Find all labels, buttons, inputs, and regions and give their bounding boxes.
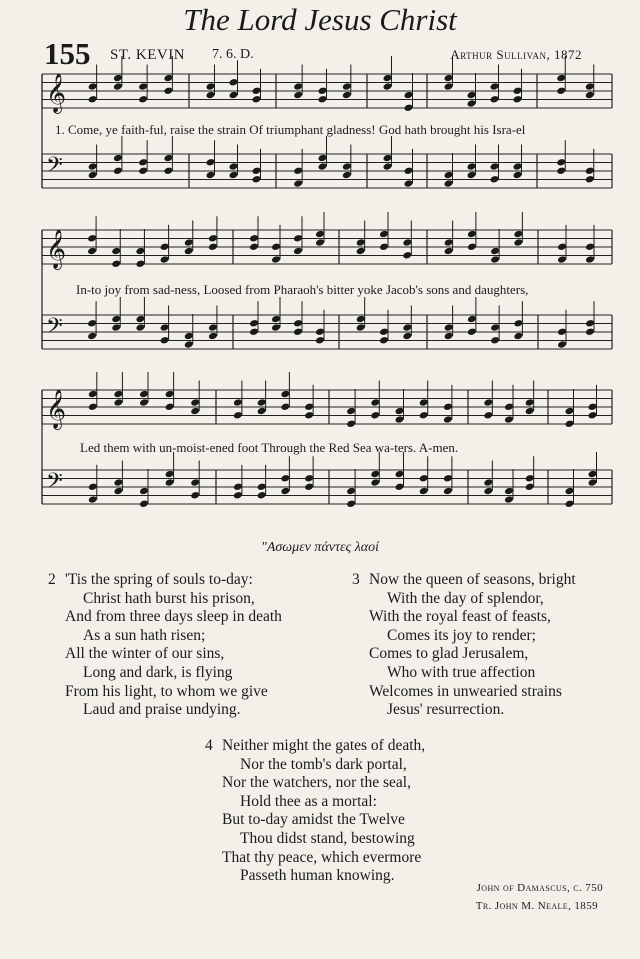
note-head bbox=[208, 242, 218, 251]
note-head bbox=[356, 315, 366, 324]
note-head bbox=[383, 162, 393, 171]
note-head bbox=[315, 336, 325, 345]
note-head bbox=[206, 91, 216, 100]
note-head bbox=[206, 158, 216, 167]
note-head bbox=[585, 175, 595, 184]
note-head bbox=[444, 247, 454, 256]
lyric-line-2: In-to joy from sad-ness, Loosed from Pharaoh's bitter yoke Jacob's sons and daughters, bbox=[76, 282, 529, 297]
note-head bbox=[513, 95, 523, 104]
note-head bbox=[346, 487, 356, 496]
note-head bbox=[257, 482, 267, 491]
verse-4 bbox=[205, 737, 426, 886]
note-head bbox=[229, 171, 239, 180]
note-head bbox=[565, 407, 575, 416]
verse-line: 'Tis the spring of souls to-day: bbox=[65, 571, 253, 588]
note-head bbox=[556, 86, 566, 95]
note-head bbox=[318, 95, 328, 104]
note-head bbox=[370, 470, 380, 479]
note-head bbox=[88, 495, 98, 504]
note-head bbox=[443, 402, 453, 411]
note-head bbox=[404, 91, 414, 100]
note-head bbox=[111, 259, 121, 268]
verse-line: With the day of splendor, bbox=[387, 589, 544, 607]
note-head bbox=[513, 230, 523, 239]
note-head bbox=[249, 327, 259, 336]
note-head bbox=[342, 162, 352, 171]
note-head bbox=[490, 162, 500, 171]
note-head bbox=[113, 74, 123, 83]
note-head bbox=[467, 242, 477, 251]
note-head bbox=[404, 103, 414, 112]
note-head bbox=[483, 411, 493, 420]
note-head bbox=[249, 319, 259, 328]
note-head bbox=[315, 327, 325, 336]
note-head bbox=[257, 407, 267, 416]
note-head bbox=[233, 482, 243, 491]
note-head bbox=[111, 323, 121, 332]
note-head bbox=[404, 166, 414, 175]
note-head bbox=[229, 78, 239, 87]
note-head bbox=[383, 154, 393, 163]
note-head bbox=[160, 242, 170, 251]
note-head bbox=[293, 319, 303, 328]
note-head bbox=[184, 332, 194, 341]
note-head bbox=[190, 491, 200, 500]
note-head bbox=[252, 175, 262, 184]
note-head bbox=[483, 398, 493, 407]
note-head bbox=[163, 166, 173, 175]
note-head bbox=[139, 499, 149, 508]
note-head bbox=[419, 474, 429, 483]
note-head bbox=[467, 162, 477, 171]
treble-clef-icon: 𝄞 bbox=[46, 73, 67, 113]
note-head bbox=[163, 86, 173, 95]
note-head bbox=[557, 327, 567, 336]
verse-number: 2 bbox=[48, 571, 56, 588]
note-head bbox=[88, 95, 98, 104]
note-head bbox=[165, 390, 175, 399]
note-head bbox=[271, 323, 281, 332]
note-head bbox=[88, 390, 98, 399]
note-head bbox=[233, 398, 243, 407]
note-head bbox=[585, 319, 595, 328]
note-head bbox=[443, 474, 453, 483]
note-head bbox=[318, 154, 328, 163]
note-head bbox=[370, 478, 380, 487]
note-head bbox=[304, 474, 314, 483]
note-head bbox=[483, 487, 493, 496]
note-head bbox=[318, 162, 328, 171]
note-head bbox=[208, 332, 218, 341]
note-head bbox=[293, 91, 303, 100]
note-head bbox=[467, 230, 477, 239]
note-head bbox=[490, 95, 500, 104]
note-head bbox=[315, 230, 325, 239]
note-head bbox=[233, 411, 243, 420]
note-head bbox=[557, 242, 567, 251]
note-head bbox=[444, 179, 454, 188]
note-head bbox=[565, 499, 575, 508]
verse-line: Laud and praise undying. bbox=[83, 701, 241, 719]
note-head bbox=[206, 82, 216, 91]
verse-line: Passeth human knowing. bbox=[240, 867, 395, 885]
note-head bbox=[88, 162, 98, 171]
note-head bbox=[87, 247, 97, 256]
treble-clef-icon: 𝄞 bbox=[46, 389, 67, 429]
note-head bbox=[293, 247, 303, 256]
verse-line: With the royal feast of feasts, bbox=[369, 608, 551, 626]
note-head bbox=[419, 487, 429, 496]
note-head bbox=[113, 166, 123, 175]
tune-name: ST. KEVIN bbox=[110, 47, 186, 63]
verse-2 bbox=[48, 571, 282, 720]
note-head bbox=[504, 495, 514, 504]
verse-line: Nor the tomb's dark portal, bbox=[240, 755, 407, 773]
note-head bbox=[395, 482, 405, 491]
note-head bbox=[163, 154, 173, 163]
note-head bbox=[588, 470, 598, 479]
note-head bbox=[557, 255, 567, 264]
note-head bbox=[588, 411, 598, 420]
note-head bbox=[504, 487, 514, 496]
note-head bbox=[585, 166, 595, 175]
note-head bbox=[342, 171, 352, 180]
treble-clef-icon: 𝄞 bbox=[46, 229, 67, 269]
note-head bbox=[271, 242, 281, 251]
verse-line: As a sun hath risen; bbox=[83, 626, 206, 644]
hymn-number: 155 bbox=[44, 36, 91, 71]
note-head bbox=[271, 255, 281, 264]
note-head bbox=[379, 242, 389, 251]
verse-line: But to-day amidst the Twelve bbox=[222, 811, 405, 829]
note-head bbox=[113, 398, 123, 407]
note-head bbox=[280, 390, 290, 399]
note-head bbox=[588, 402, 598, 411]
note-head bbox=[252, 95, 262, 104]
note-head bbox=[556, 158, 566, 167]
note-head bbox=[293, 234, 303, 243]
note-head bbox=[252, 166, 262, 175]
note-head bbox=[443, 415, 453, 424]
composer-credit: Arthur Sullivan, 1872 bbox=[450, 47, 582, 62]
note-head bbox=[229, 162, 239, 171]
note-head bbox=[135, 247, 145, 256]
note-head bbox=[490, 336, 500, 345]
note-head bbox=[113, 390, 123, 399]
verse-line: Who with true affection bbox=[387, 663, 536, 681]
note-head bbox=[249, 234, 259, 243]
verse-line: Christ hath burst his prison, bbox=[83, 589, 255, 607]
note-head bbox=[280, 402, 290, 411]
note-head bbox=[318, 86, 328, 95]
note-head bbox=[138, 82, 148, 91]
note-head bbox=[184, 238, 194, 247]
note-head bbox=[208, 323, 218, 332]
note-head bbox=[490, 255, 500, 264]
note-head bbox=[490, 247, 500, 256]
note-head bbox=[87, 332, 97, 341]
verse-line: Welcomes in unwearied strains bbox=[369, 682, 562, 700]
note-head bbox=[252, 86, 262, 95]
note-head bbox=[139, 390, 149, 399]
note-head bbox=[113, 154, 123, 163]
note-head bbox=[88, 171, 98, 180]
verse-line: Nor the watchers, nor the seal, bbox=[222, 774, 411, 792]
bass-clef-icon: 𝄢 bbox=[46, 469, 63, 499]
note-head bbox=[293, 179, 303, 188]
note-head bbox=[379, 336, 389, 345]
note-head bbox=[490, 323, 500, 332]
note-head bbox=[138, 95, 148, 104]
note-head bbox=[342, 91, 352, 100]
note-head bbox=[315, 238, 325, 247]
verse-line: From his light, to whom we give bbox=[65, 682, 268, 700]
verse-line: Comes to glad Jerusalem, bbox=[369, 645, 529, 663]
note-head bbox=[467, 171, 477, 180]
note-head bbox=[395, 470, 405, 479]
translator-credit: Tr. John M. Neale, 1859 bbox=[475, 900, 598, 912]
note-head bbox=[356, 238, 366, 247]
note-head bbox=[588, 478, 598, 487]
note-head bbox=[383, 74, 393, 83]
note-head bbox=[257, 491, 267, 500]
note-head bbox=[113, 82, 123, 91]
note-head bbox=[139, 487, 149, 496]
note-head bbox=[113, 487, 123, 496]
note-head bbox=[467, 327, 477, 336]
note-head bbox=[513, 319, 523, 328]
note-head bbox=[556, 166, 566, 175]
note-head bbox=[346, 419, 356, 428]
note-head bbox=[111, 315, 121, 324]
note-head bbox=[504, 415, 514, 424]
verse-line: Hold thee as a mortal: bbox=[240, 792, 377, 810]
note-head bbox=[565, 419, 575, 428]
note-head bbox=[585, 91, 595, 100]
note-head bbox=[87, 319, 97, 328]
note-head bbox=[304, 411, 314, 420]
note-head bbox=[249, 242, 259, 251]
note-head bbox=[135, 259, 145, 268]
note-head bbox=[513, 171, 523, 180]
note-head bbox=[490, 82, 500, 91]
note-head bbox=[229, 91, 239, 100]
verse-line: Jesus' resurrection. bbox=[387, 701, 505, 719]
verse-line: Now the queen of seasons, bright bbox=[369, 571, 576, 588]
note-head bbox=[513, 162, 523, 171]
verse-line: And from three days sleep in death bbox=[65, 608, 282, 626]
note-head bbox=[87, 234, 97, 243]
note-head bbox=[160, 255, 170, 264]
note-head bbox=[184, 247, 194, 256]
note-head bbox=[293, 327, 303, 336]
note-head bbox=[585, 242, 595, 251]
note-head bbox=[342, 82, 352, 91]
note-head bbox=[304, 482, 314, 491]
note-head bbox=[444, 323, 454, 332]
note-head bbox=[525, 482, 535, 491]
note-head bbox=[370, 398, 380, 407]
note-head bbox=[233, 491, 243, 500]
note-head bbox=[190, 407, 200, 416]
bass-clef-icon: 𝄢 bbox=[46, 153, 63, 183]
note-head bbox=[280, 487, 290, 496]
note-head bbox=[402, 238, 412, 247]
note-head bbox=[304, 402, 314, 411]
note-head bbox=[402, 323, 412, 332]
note-head bbox=[346, 407, 356, 416]
note-head bbox=[443, 487, 453, 496]
note-head bbox=[419, 398, 429, 407]
note-head bbox=[467, 99, 477, 108]
note-head bbox=[585, 327, 595, 336]
verse-3 bbox=[352, 571, 576, 720]
note-head bbox=[88, 402, 98, 411]
note-head bbox=[165, 478, 175, 487]
note-head bbox=[88, 82, 98, 91]
note-head bbox=[483, 478, 493, 487]
hymn-title: The Lord Jesus Christ bbox=[183, 2, 457, 37]
note-head bbox=[190, 478, 200, 487]
note-head bbox=[490, 175, 500, 184]
note-head bbox=[370, 411, 380, 420]
note-head bbox=[513, 332, 523, 341]
note-head bbox=[160, 323, 170, 332]
note-head bbox=[293, 166, 303, 175]
note-head bbox=[135, 315, 145, 324]
note-head bbox=[356, 323, 366, 332]
note-head bbox=[190, 398, 200, 407]
verse-line: Thou didst stand, bestowing bbox=[240, 829, 415, 847]
note-head bbox=[88, 482, 98, 491]
note-head bbox=[444, 238, 454, 247]
bass-clef-icon: 𝄢 bbox=[46, 314, 63, 344]
note-head bbox=[513, 86, 523, 95]
note-head bbox=[184, 340, 194, 349]
note-head bbox=[525, 474, 535, 483]
note-head bbox=[379, 327, 389, 336]
note-head bbox=[525, 398, 535, 407]
note-head bbox=[293, 82, 303, 91]
lyric-line-1: 1. Come, ye faith-ful, raise the strain Of triumphant gladness! God hath brought his Isra-el bbox=[55, 122, 526, 137]
note-head bbox=[467, 315, 477, 324]
note-head bbox=[513, 238, 523, 247]
note-head bbox=[271, 315, 281, 324]
meter: 7. 6. D. bbox=[212, 47, 254, 62]
note-head bbox=[467, 91, 477, 100]
note-head bbox=[163, 74, 173, 83]
note-head bbox=[383, 82, 393, 91]
note-head bbox=[395, 415, 405, 424]
note-head bbox=[404, 179, 414, 188]
note-head bbox=[444, 74, 454, 83]
note-head bbox=[257, 398, 267, 407]
lyric-line-3: Led them with un-moist-ened foot Through the Red Sea wa-ters. A-men. bbox=[80, 440, 459, 455]
note-head bbox=[444, 332, 454, 341]
note-head bbox=[208, 234, 218, 243]
note-head bbox=[113, 478, 123, 487]
note-head bbox=[557, 340, 567, 349]
verse-line: Neither might the gates of death, bbox=[222, 737, 426, 754]
greek-heading: "Ασωμεν πάντες λαοί bbox=[260, 540, 380, 555]
verse-line: Long and dark, is flying bbox=[83, 663, 233, 681]
verse-number: 3 bbox=[352, 571, 360, 588]
note-head bbox=[280, 474, 290, 483]
note-head bbox=[346, 499, 356, 508]
note-head bbox=[165, 470, 175, 479]
note-head bbox=[356, 247, 366, 256]
author-credit: John of Damascus, c. 750 bbox=[476, 882, 603, 894]
note-head bbox=[556, 74, 566, 83]
note-head bbox=[444, 171, 454, 180]
note-head bbox=[565, 487, 575, 496]
verse-line: All the winter of our sins, bbox=[65, 645, 225, 663]
note-head bbox=[138, 158, 148, 167]
note-head bbox=[504, 402, 514, 411]
note-head bbox=[206, 171, 216, 180]
note-head bbox=[160, 336, 170, 345]
note-head bbox=[585, 82, 595, 91]
note-head bbox=[135, 323, 145, 332]
verse-line: That thy peace, which evermore bbox=[222, 848, 422, 866]
note-head bbox=[585, 255, 595, 264]
note-head bbox=[165, 402, 175, 411]
note-head bbox=[379, 230, 389, 239]
note-head bbox=[111, 247, 121, 256]
note-head bbox=[138, 166, 148, 175]
note-head bbox=[419, 411, 429, 420]
note-head bbox=[402, 251, 412, 260]
verse-number: 4 bbox=[205, 737, 213, 754]
note-head bbox=[402, 332, 412, 341]
note-head bbox=[395, 407, 405, 416]
note-head bbox=[444, 82, 454, 91]
note-head bbox=[139, 398, 149, 407]
note-head bbox=[525, 407, 535, 416]
verse-line: Comes its joy to render; bbox=[387, 626, 536, 644]
